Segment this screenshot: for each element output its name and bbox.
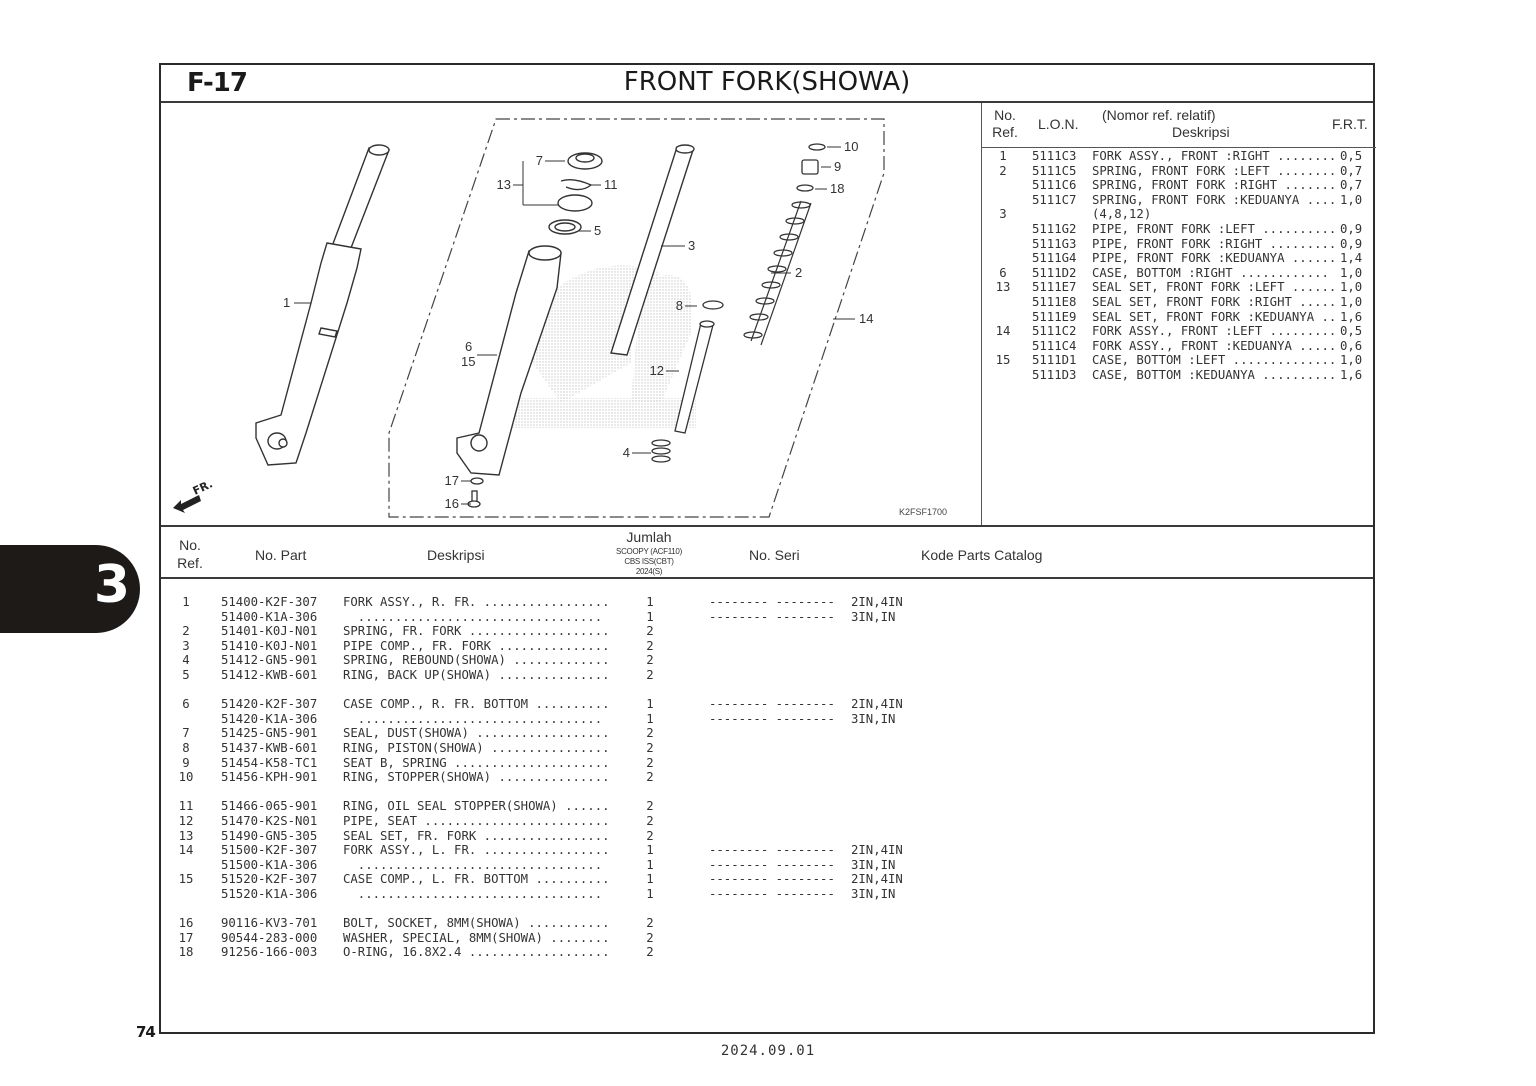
quantity-cell: 2 bbox=[646, 740, 654, 755]
part-number-cell: 51412-GN5-901 bbox=[221, 653, 318, 668]
parts-table-row bbox=[161, 712, 1373, 727]
frt-ref-cell: 6 bbox=[999, 265, 1007, 280]
part-number-cell: 51520-K1A-306 bbox=[221, 886, 318, 901]
description-cell: PIPE, SEAT ......................... bbox=[343, 813, 610, 828]
quantity-cell: 1 bbox=[646, 609, 654, 624]
parts-table-header bbox=[161, 525, 1373, 579]
parts-header-ref-line1: No. bbox=[179, 537, 201, 553]
parts-table-row bbox=[161, 668, 1373, 683]
description-cell: SPRING, FR. FORK ................... bbox=[343, 624, 610, 639]
frt-header-desc-line2: Deskripsi bbox=[1172, 124, 1230, 140]
seal-parts bbox=[549, 153, 602, 234]
frt-ref-cell: 2 bbox=[999, 163, 1007, 178]
figure-code: F-17 bbox=[187, 68, 247, 98]
quantity-cell: 2 bbox=[646, 755, 654, 770]
frt-table-row bbox=[982, 295, 1376, 310]
frt-table-header bbox=[982, 103, 1376, 148]
group-spacer bbox=[161, 901, 1373, 916]
quantity-cell: 1 bbox=[646, 857, 654, 872]
frt-ref-cell: 15 bbox=[995, 353, 1011, 368]
part-number-cell: 90116-KV3-701 bbox=[221, 916, 318, 931]
quantity-cell: 2 bbox=[646, 638, 654, 653]
parts-table-row bbox=[161, 697, 1373, 712]
frt-header-frt: F.R.T. bbox=[1332, 116, 1368, 132]
print-date: 2024.09.01 bbox=[720, 1043, 816, 1059]
frt-ref-cell: 13 bbox=[995, 280, 1011, 295]
serial-cell: -------- -------- bbox=[709, 886, 835, 901]
frt-table-row bbox=[982, 266, 1376, 281]
frt-table-row bbox=[982, 237, 1376, 252]
frt-table-row bbox=[982, 324, 1376, 339]
quantity-cell: 2 bbox=[646, 916, 654, 931]
frt-value-cell: 1,0 bbox=[1340, 294, 1363, 309]
callout-16: 16 bbox=[444, 496, 459, 511]
image-code: K2FSF1700 bbox=[899, 507, 948, 517]
bolt-washer-16-17 bbox=[468, 478, 483, 507]
frt-value-cell: 0,7 bbox=[1340, 163, 1363, 178]
part-number-cell: 51400-K1A-306 bbox=[221, 609, 318, 624]
frt-value-cell: 0,5 bbox=[1340, 324, 1363, 339]
frt-lon-cell: 5111C5 bbox=[1032, 163, 1077, 178]
description-cell: SEAL, DUST(SHOWA) .................. bbox=[343, 726, 610, 741]
quantity-cell: 2 bbox=[646, 930, 654, 945]
ref-cell: 16 bbox=[178, 916, 194, 931]
parts-table-row bbox=[161, 829, 1373, 844]
frt-value-cell: 1,0 bbox=[1340, 192, 1363, 207]
frt-desc-cell: CASE, BOTTOM :RIGHT ............ bbox=[1092, 265, 1329, 280]
parts-table-row bbox=[161, 872, 1373, 887]
catalog-code-cell: 3IN,IN bbox=[851, 857, 896, 872]
frt-desc-cell: SEAL SET, FRONT FORK :KEDUANYA .. bbox=[1092, 309, 1337, 324]
ref-cell: 13 bbox=[178, 828, 194, 843]
small-parts-9-10-18 bbox=[797, 144, 825, 191]
frt-value-cell: 0,5 bbox=[1340, 149, 1363, 163]
frt-ref-cell: 1 bbox=[999, 149, 1007, 163]
description-cell: WASHER, SPECIAL, 8MM(SHOWA) ........ bbox=[343, 930, 610, 945]
quantity-cell: 2 bbox=[646, 945, 654, 960]
part-number-cell: 51420-K1A-306 bbox=[221, 711, 318, 726]
callout-8: 8 bbox=[675, 298, 683, 313]
parts-header-qty-model-2: CBS ISS(CBT) bbox=[624, 557, 674, 566]
catalog-code-cell: 2IN,4IN bbox=[851, 843, 903, 858]
serial-cell: -------- -------- bbox=[709, 857, 835, 872]
frt-lon-cell: 5111D2 bbox=[1032, 265, 1077, 280]
quantity-cell: 2 bbox=[646, 726, 654, 741]
ref-cell: 6 bbox=[182, 697, 190, 712]
parts-table-row bbox=[161, 726, 1373, 741]
frt-desc-cell: FORK ASSY., FRONT :RIGHT ........ bbox=[1092, 149, 1337, 163]
frt-table-row bbox=[982, 193, 1376, 208]
parts-header-qty: Jumlah bbox=[626, 529, 672, 545]
frt-desc-cell: PIPE, FRONT FORK :LEFT .......... bbox=[1092, 221, 1337, 236]
description-cell: SEAL SET, FR. FORK ................. bbox=[343, 828, 610, 843]
frt-desc-cell: SEAL SET, FRONT FORK :RIGHT ..... bbox=[1092, 294, 1337, 309]
parts-header-qty-model-3: 2024(S) bbox=[635, 567, 663, 576]
description-cell: ................................. bbox=[343, 857, 603, 872]
ref-cell: 5 bbox=[182, 667, 190, 682]
description-cell: SPRING, REBOUND(SHOWA) ............. bbox=[343, 653, 610, 668]
callout-11: 11 bbox=[604, 177, 618, 192]
parts-header-code: Kode Parts Catalog bbox=[921, 547, 1043, 563]
callout-7: 7 bbox=[535, 153, 543, 168]
frt-desc-cell: FORK ASSY., FRONT :KEDUANYA ..... bbox=[1092, 338, 1337, 353]
callout-13: 13 bbox=[496, 177, 511, 192]
parts-table-row bbox=[161, 945, 1373, 960]
description-cell: RING, STOPPER(SHOWA) ............... bbox=[343, 770, 610, 785]
frt-value-cell: 1,0 bbox=[1340, 353, 1363, 368]
parts-table-row bbox=[161, 595, 1373, 610]
callout-15: 15 bbox=[461, 354, 476, 369]
callout-1: 1 bbox=[283, 295, 291, 310]
serial-cell: -------- -------- bbox=[709, 609, 835, 624]
frt-lon-cell: 5111C4 bbox=[1032, 338, 1077, 353]
description-cell: ................................. bbox=[343, 886, 603, 901]
parts-table-row bbox=[161, 770, 1373, 785]
ref-cell: 12 bbox=[178, 813, 194, 828]
frt-desc-cell: SPRING, FRONT FORK :KEDUANYA .... bbox=[1092, 192, 1337, 207]
frt-value-cell: 1,0 bbox=[1340, 265, 1363, 280]
callout-4: 4 bbox=[622, 445, 630, 460]
frt-value-cell: 0,7 bbox=[1340, 178, 1363, 193]
frt-lon-cell: 5111C2 bbox=[1032, 324, 1077, 339]
quantity-cell: 1 bbox=[646, 711, 654, 726]
page-frame bbox=[159, 63, 1375, 1034]
frt-lon-cell: 5111C7 bbox=[1032, 192, 1077, 207]
callout-10: 10 bbox=[844, 139, 859, 154]
ref-cell: 2 bbox=[182, 624, 190, 639]
frt-table-row bbox=[982, 353, 1376, 368]
description-cell: FORK ASSY., R. FR. ................. bbox=[343, 595, 610, 609]
figure-title: FRONT FORK(SHOWA) bbox=[623, 67, 911, 97]
parts-table-row bbox=[161, 653, 1373, 668]
quantity-cell: 1 bbox=[646, 886, 654, 901]
serial-cell: -------- -------- bbox=[709, 711, 835, 726]
title-bar bbox=[161, 65, 1373, 103]
parts-table-row bbox=[161, 799, 1373, 814]
parts-table-body bbox=[161, 595, 1373, 960]
catalog-code-cell: 3IN,IN bbox=[851, 609, 896, 624]
ref-cell: 18 bbox=[178, 945, 194, 960]
ref-cell: 1 bbox=[182, 595, 190, 609]
frt-desc-cell: SPRING, FRONT FORK :RIGHT ....... bbox=[1092, 178, 1337, 193]
frt-lon-cell: 5111D3 bbox=[1032, 367, 1077, 382]
description-cell: BOLT, SOCKET, 8MM(SHOWA) ........... bbox=[343, 916, 610, 931]
svg-text:FR.: FR. bbox=[190, 477, 215, 498]
parts-header-ref-line2: Ref. bbox=[177, 555, 203, 571]
frt-lon-cell: 5111G3 bbox=[1032, 236, 1077, 251]
frt-value-cell: 0,9 bbox=[1340, 236, 1363, 251]
frt-lon-cell: 5111E7 bbox=[1032, 280, 1077, 295]
frt-value-cell: 0,9 bbox=[1340, 221, 1363, 236]
frt-lon-cell: 5111G4 bbox=[1032, 251, 1077, 266]
description-cell: CASE COMP., L. FR. BOTTOM .......... bbox=[343, 872, 610, 887]
description-cell: RING, PISTON(SHOWA) ................ bbox=[343, 740, 610, 755]
quantity-cell: 2 bbox=[646, 799, 654, 814]
parts-table-row bbox=[161, 887, 1373, 902]
callout-17: 17 bbox=[444, 473, 459, 488]
frt-value-cell: 1,6 bbox=[1340, 367, 1363, 382]
frt-lon-cell: 5111C6 bbox=[1032, 178, 1077, 193]
description-cell: ................................. bbox=[343, 609, 603, 624]
parts-table-row bbox=[161, 610, 1373, 625]
frt-table-body bbox=[982, 149, 1376, 383]
parts-header-part: No. Part bbox=[255, 547, 307, 563]
frt-lon-cell: 5111D1 bbox=[1032, 353, 1077, 368]
quantity-cell: 1 bbox=[646, 697, 654, 712]
ref-cell: 8 bbox=[182, 740, 190, 755]
frt-table-row bbox=[982, 339, 1376, 354]
catalog-code-cell: 3IN,IN bbox=[851, 711, 896, 726]
frt-value-cell: 1,0 bbox=[1340, 280, 1363, 295]
callout-3: 3 bbox=[688, 238, 696, 253]
frt-value-cell: 1,6 bbox=[1340, 309, 1363, 324]
fork-assembly-1 bbox=[256, 145, 389, 465]
frt-table bbox=[981, 103, 1376, 525]
parts-table-row bbox=[161, 639, 1373, 654]
serial-cell: -------- -------- bbox=[709, 872, 835, 887]
parts-table-row bbox=[161, 756, 1373, 771]
quantity-cell: 1 bbox=[646, 843, 654, 858]
group-spacer bbox=[161, 683, 1373, 698]
part-number-cell: 51437-KWB-601 bbox=[221, 740, 318, 755]
callout-6: 6 bbox=[465, 339, 473, 354]
group-spacer bbox=[161, 785, 1373, 800]
frt-lon-cell: 5111E9 bbox=[1032, 309, 1077, 324]
serial-cell: -------- -------- bbox=[709, 595, 835, 609]
frt-table-row bbox=[982, 178, 1376, 193]
part-number-cell: 51500-K2F-307 bbox=[221, 843, 318, 858]
chapter-number: 3 bbox=[93, 555, 130, 615]
description-cell: RING, OIL SEAL STOPPER(SHOWA) ...... bbox=[343, 799, 610, 814]
part-number-cell: 51490-GN5-305 bbox=[221, 828, 318, 843]
parts-table-row bbox=[161, 916, 1373, 931]
part-number-cell: 51420-K2F-307 bbox=[221, 697, 318, 712]
ref-cell: 17 bbox=[178, 930, 194, 945]
quantity-cell: 2 bbox=[646, 653, 654, 668]
frt-header-ref-line2: Ref. bbox=[992, 124, 1018, 140]
parts-table-row bbox=[161, 843, 1373, 858]
frt-table-row bbox=[982, 222, 1376, 237]
exploded-diagram bbox=[161, 103, 981, 525]
catalog-code-cell: 2IN,4IN bbox=[851, 595, 903, 609]
ref-cell: 3 bbox=[182, 638, 190, 653]
description-cell: RING, BACK UP(SHOWA) ............... bbox=[343, 667, 610, 682]
part-number-cell: 51456-KPH-901 bbox=[221, 770, 318, 785]
callout-12: 12 bbox=[649, 363, 664, 378]
part-number-cell: 51470-K2S-N01 bbox=[221, 813, 318, 828]
ref-cell: 7 bbox=[182, 726, 190, 741]
chapter-tab bbox=[0, 545, 140, 633]
frt-value-cell: 1,4 bbox=[1340, 251, 1363, 266]
front-direction-arrow-icon bbox=[173, 477, 215, 513]
callout-2: 2 bbox=[795, 265, 803, 280]
frt-header-lon: L.O.N. bbox=[1038, 116, 1079, 132]
part-number-cell: 51401-K0J-N01 bbox=[221, 624, 318, 639]
frt-ref-cell: 3 bbox=[999, 207, 1007, 222]
ref-cell: 14 bbox=[178, 843, 194, 858]
serial-cell: -------- -------- bbox=[709, 697, 835, 712]
parts-table-row bbox=[161, 814, 1373, 829]
part-number-cell: 51400-K2F-307 bbox=[221, 595, 318, 609]
frt-desc-cell: PIPE, FRONT FORK :KEDUANYA ...... bbox=[1092, 251, 1337, 266]
part-number-cell: 51454-K58-TC1 bbox=[221, 755, 318, 770]
ref-cell: 10 bbox=[178, 770, 194, 785]
frt-table-row bbox=[982, 207, 1376, 222]
quantity-cell: 2 bbox=[646, 770, 654, 785]
frt-ref-cell: 14 bbox=[995, 324, 1011, 339]
parts-header-qty-model-1: SCOOPY (ACF110) bbox=[616, 547, 682, 556]
catalog-code-cell: 2IN,4IN bbox=[851, 872, 903, 887]
frt-lon-cell: 5111E8 bbox=[1032, 294, 1077, 309]
part-number-cell: 51410-K0J-N01 bbox=[221, 638, 318, 653]
quantity-cell: 2 bbox=[646, 813, 654, 828]
callout-5: 5 bbox=[594, 223, 602, 238]
quantity-cell: 1 bbox=[646, 595, 654, 609]
frt-table-row bbox=[982, 164, 1376, 179]
description-cell: SEAT B, SPRING ..................... bbox=[343, 755, 610, 770]
ref-cell: 11 bbox=[178, 799, 194, 814]
frt-table-row bbox=[982, 280, 1376, 295]
frt-header-desc-line1: (Nomor ref. relatif) bbox=[1102, 107, 1216, 123]
callout-14: 14 bbox=[859, 311, 874, 326]
frt-desc-cell: SPRING, FRONT FORK :LEFT ........ bbox=[1092, 163, 1337, 178]
serial-cell: -------- -------- bbox=[709, 843, 835, 858]
part-number-cell: 51412-KWB-601 bbox=[221, 667, 318, 682]
parts-table-row bbox=[161, 931, 1373, 946]
callout-9: 9 bbox=[834, 159, 842, 174]
part-number-cell: 51500-K1A-306 bbox=[221, 857, 318, 872]
callout-18: 18 bbox=[830, 181, 845, 196]
frt-desc-cell: SEAL SET, FRONT FORK :LEFT ...... bbox=[1092, 280, 1337, 295]
quantity-cell: 2 bbox=[646, 828, 654, 843]
description-cell: O-RING, 16.8X2.4 ................... bbox=[343, 945, 610, 960]
quantity-cell: 2 bbox=[646, 624, 654, 639]
ref-cell: 9 bbox=[182, 755, 190, 770]
catalog-code-cell: 2IN,4IN bbox=[851, 697, 903, 712]
frt-value-cell: 0,6 bbox=[1340, 338, 1363, 353]
part-number-cell: 51466-065-901 bbox=[221, 799, 318, 814]
frt-desc-cell: PIPE, FRONT FORK :RIGHT ......... bbox=[1092, 236, 1337, 251]
frt-lon-cell: 5111C3 bbox=[1032, 149, 1077, 163]
part-number-cell: 91256-166-003 bbox=[221, 945, 318, 960]
parts-table-row bbox=[161, 624, 1373, 639]
part-number-cell: 90544-283-000 bbox=[221, 930, 318, 945]
page-number: 74 bbox=[136, 1023, 155, 1041]
description-cell: PIPE COMP., FR. FORK ............... bbox=[343, 638, 610, 653]
description-cell: ................................. bbox=[343, 711, 603, 726]
part-number-cell: 51425-GN5-901 bbox=[221, 726, 318, 741]
quantity-cell: 2 bbox=[646, 667, 654, 682]
frt-desc-cell: (4,8,12) bbox=[1092, 207, 1152, 222]
frt-desc-cell: CASE, BOTTOM :LEFT .............. bbox=[1092, 353, 1337, 368]
part-number-cell: 51520-K2F-307 bbox=[221, 872, 318, 887]
parts-table-row bbox=[161, 858, 1373, 873]
frt-desc-cell: CASE, BOTTOM :KEDUANYA .......... bbox=[1092, 367, 1337, 382]
frt-table-row bbox=[982, 251, 1376, 266]
description-cell: FORK ASSY., L. FR. ................. bbox=[343, 843, 610, 858]
frt-header-ref-line1: No. bbox=[994, 107, 1016, 123]
quantity-cell: 1 bbox=[646, 872, 654, 887]
ref-cell: 15 bbox=[178, 872, 194, 887]
frt-desc-cell: FORK ASSY., FRONT :LEFT ......... bbox=[1092, 324, 1337, 339]
catalog-code-cell: 3IN,IN bbox=[851, 886, 896, 901]
parts-table-row bbox=[161, 741, 1373, 756]
parts-header-seri: No. Seri bbox=[749, 547, 800, 563]
ref-cell: 4 bbox=[182, 653, 190, 668]
parts-header-desc: Deskripsi bbox=[427, 547, 485, 563]
frt-table-row bbox=[982, 310, 1376, 325]
frt-table-row bbox=[982, 149, 1376, 164]
description-cell: CASE COMP., R. FR. BOTTOM .......... bbox=[343, 697, 610, 712]
frt-lon-cell: 5111G2 bbox=[1032, 221, 1077, 236]
frt-table-row bbox=[982, 368, 1376, 383]
